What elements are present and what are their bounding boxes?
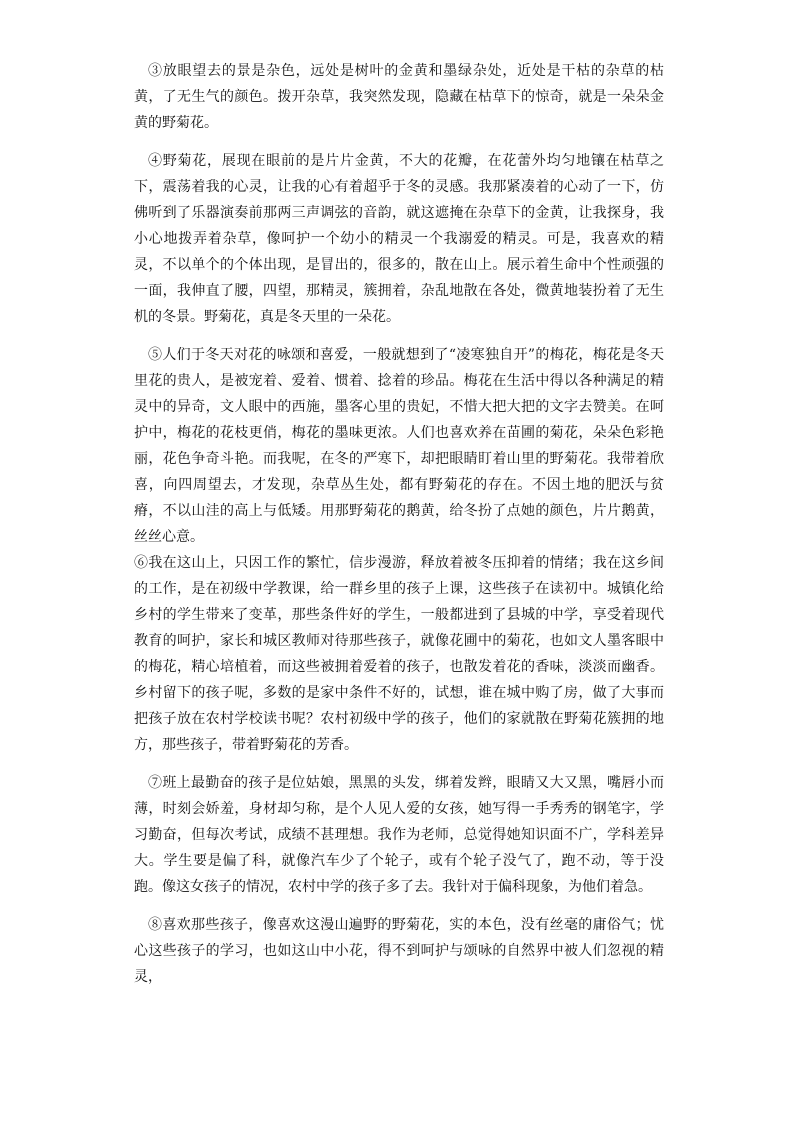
paragraph-5: ⑤人们于冬天对花的咏颂和喜爱，一般就想到了“凌寒独自开”的梅花，梅花是冬天里花的贵人，是被宠着、爱着、惯着、捻着的珍品。梅花在生活中得以各种满足的精灵中的异奇，文人眼中的西施，墨客心里的贵妃，不惜大把大把的文字去赞美。在呵护中，梅花的花枝更俏，梅花的墨味更浓。人们也喜欢养在苗圃的菊花，朵朵色彩艳丽，花色争奇斗艳。而我呢，在冬的严寒下，却把眼睛盯着山里的野菊花。我带着欣喜，向四周望去，才发现，杂草丛生处，都有野菊花的存在。不因土地的肥沃与贫瘠，不以山洼的高上与低矮。用那野菊花的鹅黄，给冬扮了点她的颜色，片片鹅黄，丝丝心意。: [134, 347, 664, 545]
paragraph-8: ⑧喜欢那些孩子，像喜欢这漫山遍野的野菊花，实的本色，没有丝毫的庸俗气；忧心这些孩子的学习，也如这山中小花，得不到呵护与颂咏的自然界中被人们忽视的精灵，: [134, 917, 664, 985]
paragraph-3: ③放眼望去的景是杂色，远处是树叶的金黄和墨绿杂处，近处是干枯的杂草的枯黄，了无生气的颜色。拨开杂草，我突然发现，隐藏在枯草下的惊奇，就是一朵朵金黄的野菊花。: [134, 63, 664, 131]
paragraph-6: ⑥我在这山上，只因工作的繁忙，信步漫游，释放着被冬压抑着的情绪；我在这乡间的工作，是在初级中学教课，给一群乡里的孩子上课，这些孩子在读初中。城镇化给乡村的学生带来了变革，那些条件好的学生，一般都进到了县城的中学，享受着现代教育的呵护，家长和城区教师对待那些孩子，就像花圃中的菊花，也如文人墨客眼中的梅花，精心培植着，而这些被拥着爱着的孩子，也散发着花的香味，淡淡而幽香。乡村留下的孩子呢，多数的是家中条件不好的，试想，谁在城中购了房，做了大事而把孩子放在农村学校读书呢？农村初级中学的孩子，他们的家就散在野菊花簇拥的地方，那些孩子，带着野菊花的芳香。: [134, 555, 664, 753]
document-page: [134, 58, 664, 990]
paragraph-7: ⑦班上最勤奋的孩子是位姑娘，黑黑的头发，绑着发辫，眼睛又大又黑，嘴唇小而薄，时刻会娇羞，身材却匀称，是个人见人爱的女孩，她写得一手秀秀的钢笔字，学习勤奋，但每次考试，成绩不甚理想。我作为老师，总觉得她知识面不广，学科差异大。学生要是偏了科，就像汽车少了个轮子，或有个轮子没气了，跑不动，等于没跑。像这女孩子的情况，农村中学的孩子多了去。我针对于偏科现象，为他们着急。: [134, 775, 664, 895]
paragraph-4: ④野菊花，展现在眼前的是片片金黄，不大的花瓣，在花蕾外均匀地镶在枯草之下，震荡着我的心灵，让我的心有着超乎于冬的灵感。我那紧凑着的心动了一下，仿佛听到了乐器演奏前那两三声调弦的音韵，就这遮掩在杂草下的金黄，让我探身，我小心地拨弄着杂草，像呵护一个幼小的精灵一个我溺爱的精灵。可是，我喜欢的精灵，不以单个的个体出现，是冒出的，很多的，散在山上。展示着生命中个性顽强的一面，我伸直了腰，四望，那精灵，簇拥着，杂乱地散在各处，微黄地装扮着了无生机的冬景。野菊花，真是冬天里的一朵花。: [134, 153, 664, 325]
